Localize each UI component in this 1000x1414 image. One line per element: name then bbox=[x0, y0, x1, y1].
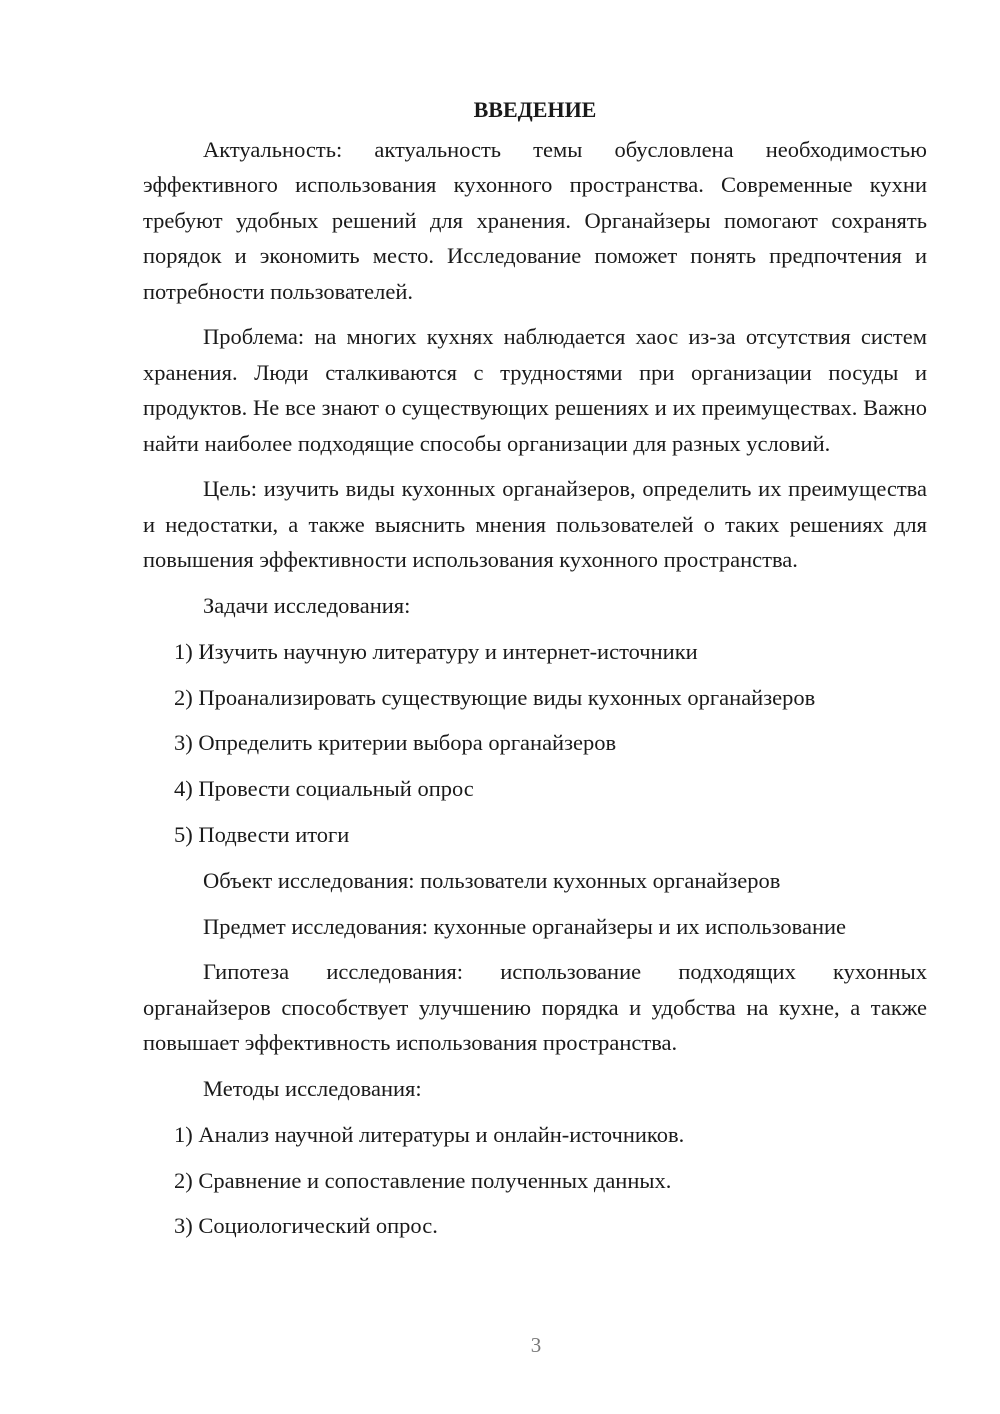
task-item: 2) Проанализировать существующие виды кухонных органайзеров bbox=[174, 684, 816, 710]
task-item: 5) Подвести итоги bbox=[174, 822, 350, 848]
task-item: 4) Провести социальный опрос bbox=[174, 776, 474, 802]
research-subject: Предмет исследования: кухонные органайзеры и их использование bbox=[203, 913, 847, 939]
page-number: 3 bbox=[530, 1333, 542, 1357]
document-page bbox=[143, 92, 927, 1254]
problem-paragraph: Проблема: на многих кухнях наблюдается хаос из-за отсутствия систем хранения. Люди сталкиваются с трудностями при организации посуды и продуктов. Не все знают о существующих решениях и их преимуществах. Важно найти наиболее подходящие способы организации для разных условий. bbox=[143, 324, 927, 456]
methods-heading: Методы исследования: bbox=[203, 1076, 422, 1102]
method-item: 2) Сравнение и сопоставление полученных данных. bbox=[174, 1167, 672, 1193]
tasks-heading: Задачи исследования: bbox=[203, 593, 411, 619]
goal-paragraph: Цель: изучить виды кухонных органайзеров, определить их преимущества и недостатки, а также выяснить мнения пользователей о таких решениях для повышения эффективности использования кухонного пространства. bbox=[143, 476, 927, 573]
task-item: 3) Определить критерии выбора органайзеров bbox=[174, 730, 617, 756]
section-title: ВВЕДЕНИЕ bbox=[473, 97, 597, 122]
method-item: 1) Анализ научной литературы и онлайн-источников. bbox=[174, 1121, 685, 1147]
research-object: Объект исследования: пользователи кухонных органайзеров bbox=[203, 867, 781, 893]
method-item: 3) Социологический опрос. bbox=[174, 1213, 438, 1239]
hypothesis-paragraph: Гипотеза исследования: использование подходящих кухонных органайзеров способствует улучшению порядка и удобства на кухне, а также повышает эффективность использования пространства. bbox=[143, 959, 927, 1056]
actuality-paragraph: Актуальность: актуальность темы обусловлена необходимостью эффективного использования кухонного пространства. Современные кухни требуют удобных решений для хранения. Органайзеры помогают сохранять порядок и экономить место. Исследование поможет понять предпочтения и потребности пользователей. bbox=[143, 137, 927, 304]
task-item: 1) Изучить научную литературу и интернет-источники bbox=[174, 638, 698, 664]
